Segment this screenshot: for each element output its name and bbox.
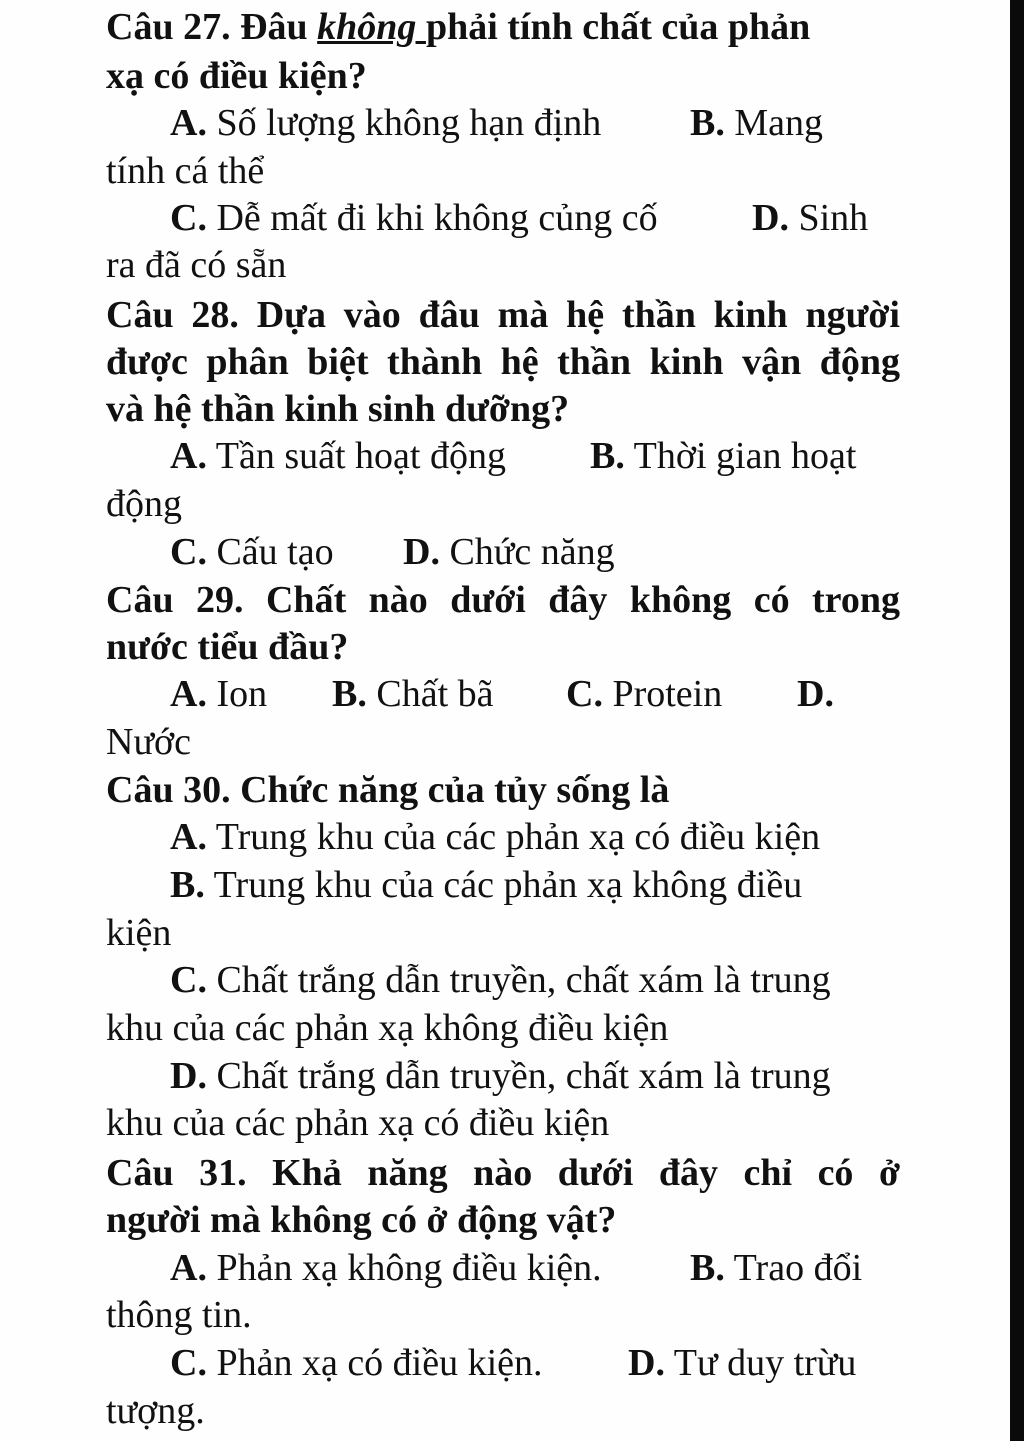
q28-option-a-text: Tần suất hoạt động — [206, 435, 506, 477]
q30-option-b-label: B. — [170, 864, 205, 906]
q29-option-c-text: Protein — [602, 673, 723, 715]
q31-option-b — [690, 1249, 862, 1287]
q28-option-a-label: A. — [170, 435, 207, 477]
q27-title-emphasis: không — [317, 6, 426, 48]
q29-option-b-label: B. — [332, 673, 367, 715]
q30-option-c-label: C. — [170, 959, 207, 1001]
q27-option-d-label: D. — [752, 197, 789, 239]
q30-title-line1: Câu 30. Chức năng của tủy sống là — [106, 769, 670, 811]
q31-title-line1: Câu 31. Khả năng nào dưới đây chỉ có ở — [106, 1152, 900, 1194]
q30-option-c-continued: khu của các phản xạ không điều kiện — [106, 1007, 669, 1049]
q27-option-d — [752, 199, 868, 237]
dark-page-edge — [1010, 0, 1024, 1441]
q28-option-c-text: Cấu tạo — [206, 531, 334, 573]
q29-title-line1: Câu 29. Chất nào dưới đây không có trong — [106, 579, 900, 621]
q31-option-c-text: Phản xạ có điều kiện. — [206, 1342, 543, 1384]
q28-option-b — [590, 437, 856, 475]
q30-option-d-text: Chất trắng dẫn truyền, chất xám là trung — [206, 1055, 831, 1097]
q27-option-b-label: B. — [690, 102, 725, 144]
q29-option-c-label: C. — [566, 673, 603, 715]
q28-option-c-label: C. — [170, 531, 207, 573]
q28-option-b-text: Thời gian hoạt — [624, 435, 857, 477]
q28-title-line2: được phân biệt thành hệ thần kinh vận động — [106, 341, 900, 383]
q31-option-a-label: A. — [170, 1247, 207, 1289]
q31-option-a-text: Phản xạ không điều kiện. — [206, 1247, 602, 1289]
q29-option-a — [170, 675, 267, 713]
q31-option-b-label: B. — [690, 1247, 725, 1289]
q30-option-b-text: Trung khu của các phản xạ không điều — [204, 864, 803, 906]
q31-option-d-continued: tượng. — [106, 1390, 205, 1432]
q29-option-b-text: Chất bã — [366, 673, 494, 715]
q27-option-b — [690, 104, 823, 142]
q29-option-a-text: Ion — [206, 673, 268, 715]
q30-option-d-label: D. — [170, 1055, 207, 1097]
q29-option-a-label: A. — [170, 673, 207, 715]
q29-option-c — [566, 675, 722, 713]
q31-option-a — [170, 1249, 602, 1287]
q29-title-line2: nước tiểu đầu? — [106, 626, 349, 668]
q31-option-d-text: Tư duy trừu — [664, 1342, 857, 1384]
q27-option-b-continued: tính cá thể — [106, 150, 265, 192]
q28-option-a — [170, 437, 506, 475]
q31-option-b-continued: thông tin. — [106, 1294, 252, 1336]
q27-option-a-label: A. — [170, 102, 207, 144]
q27-option-a-text: Số lượng không hạn định — [206, 102, 602, 144]
q30-option-a-label: A. — [170, 816, 207, 858]
q27-option-b-text: Mang — [724, 102, 824, 144]
q28-title-line3: và hệ thần kinh sinh dưỡng? — [106, 388, 570, 430]
q30-option-c-text: Chất trắng dẫn truyền, chất xám là trung — [206, 959, 831, 1001]
q27-title-pre: Câu 27. Đâu — [106, 6, 318, 48]
q31-option-b-text: Trao đổi — [724, 1247, 863, 1289]
q30-option-d-continued: khu của các phản xạ có điều kiện — [106, 1102, 610, 1144]
q31-option-d-label: D. — [628, 1342, 665, 1384]
q27-option-c-label: C. — [170, 197, 207, 239]
q27-option-c-text: Dễ mất đi khi không củng cố — [206, 197, 658, 239]
q28-option-b-continued: động — [106, 483, 182, 525]
q30-option-d — [170, 1057, 831, 1095]
q28-option-b-label: B. — [590, 435, 625, 477]
q27-option-c — [170, 199, 658, 237]
q27-option-d-text: Sinh — [788, 197, 869, 239]
q31-option-d — [628, 1344, 856, 1382]
q27-title-line2 — [106, 57, 367, 95]
q29-option-d — [797, 675, 834, 713]
q31-option-c — [170, 1344, 543, 1382]
q28-option-d — [403, 533, 615, 571]
q30-option-b — [170, 866, 802, 904]
q29-option-b — [332, 675, 494, 713]
q30-option-a-text: Trung khu của các phản xạ có điều kiện — [206, 816, 821, 858]
q30-option-c — [170, 961, 831, 999]
q28-title-line1: Câu 28. Dựa vào đâu mà hệ thần kinh người — [106, 294, 900, 336]
q29-option-d-label: D. — [797, 673, 834, 715]
q27-option-d-continued: ra đã có sẵn — [106, 244, 287, 286]
q27-title-post: phải tính chất của phản — [425, 6, 811, 48]
q28-option-d-label: D. — [403, 531, 440, 573]
q30-option-a — [170, 818, 820, 856]
q27-option-a — [170, 104, 601, 142]
q31-title-line2: người mà không có ở động vật? — [106, 1199, 617, 1241]
q27-title-line2-text: xạ có điều kiện? — [106, 55, 367, 97]
q28-option-d-text: Chức năng — [439, 531, 615, 573]
q29-option-d-continued: Nước — [106, 721, 191, 763]
q28-option-c — [170, 533, 334, 571]
q31-option-c-label: C. — [170, 1342, 207, 1384]
q27-title-line1 — [106, 8, 810, 46]
q30-option-b-continued: kiện — [106, 912, 172, 954]
